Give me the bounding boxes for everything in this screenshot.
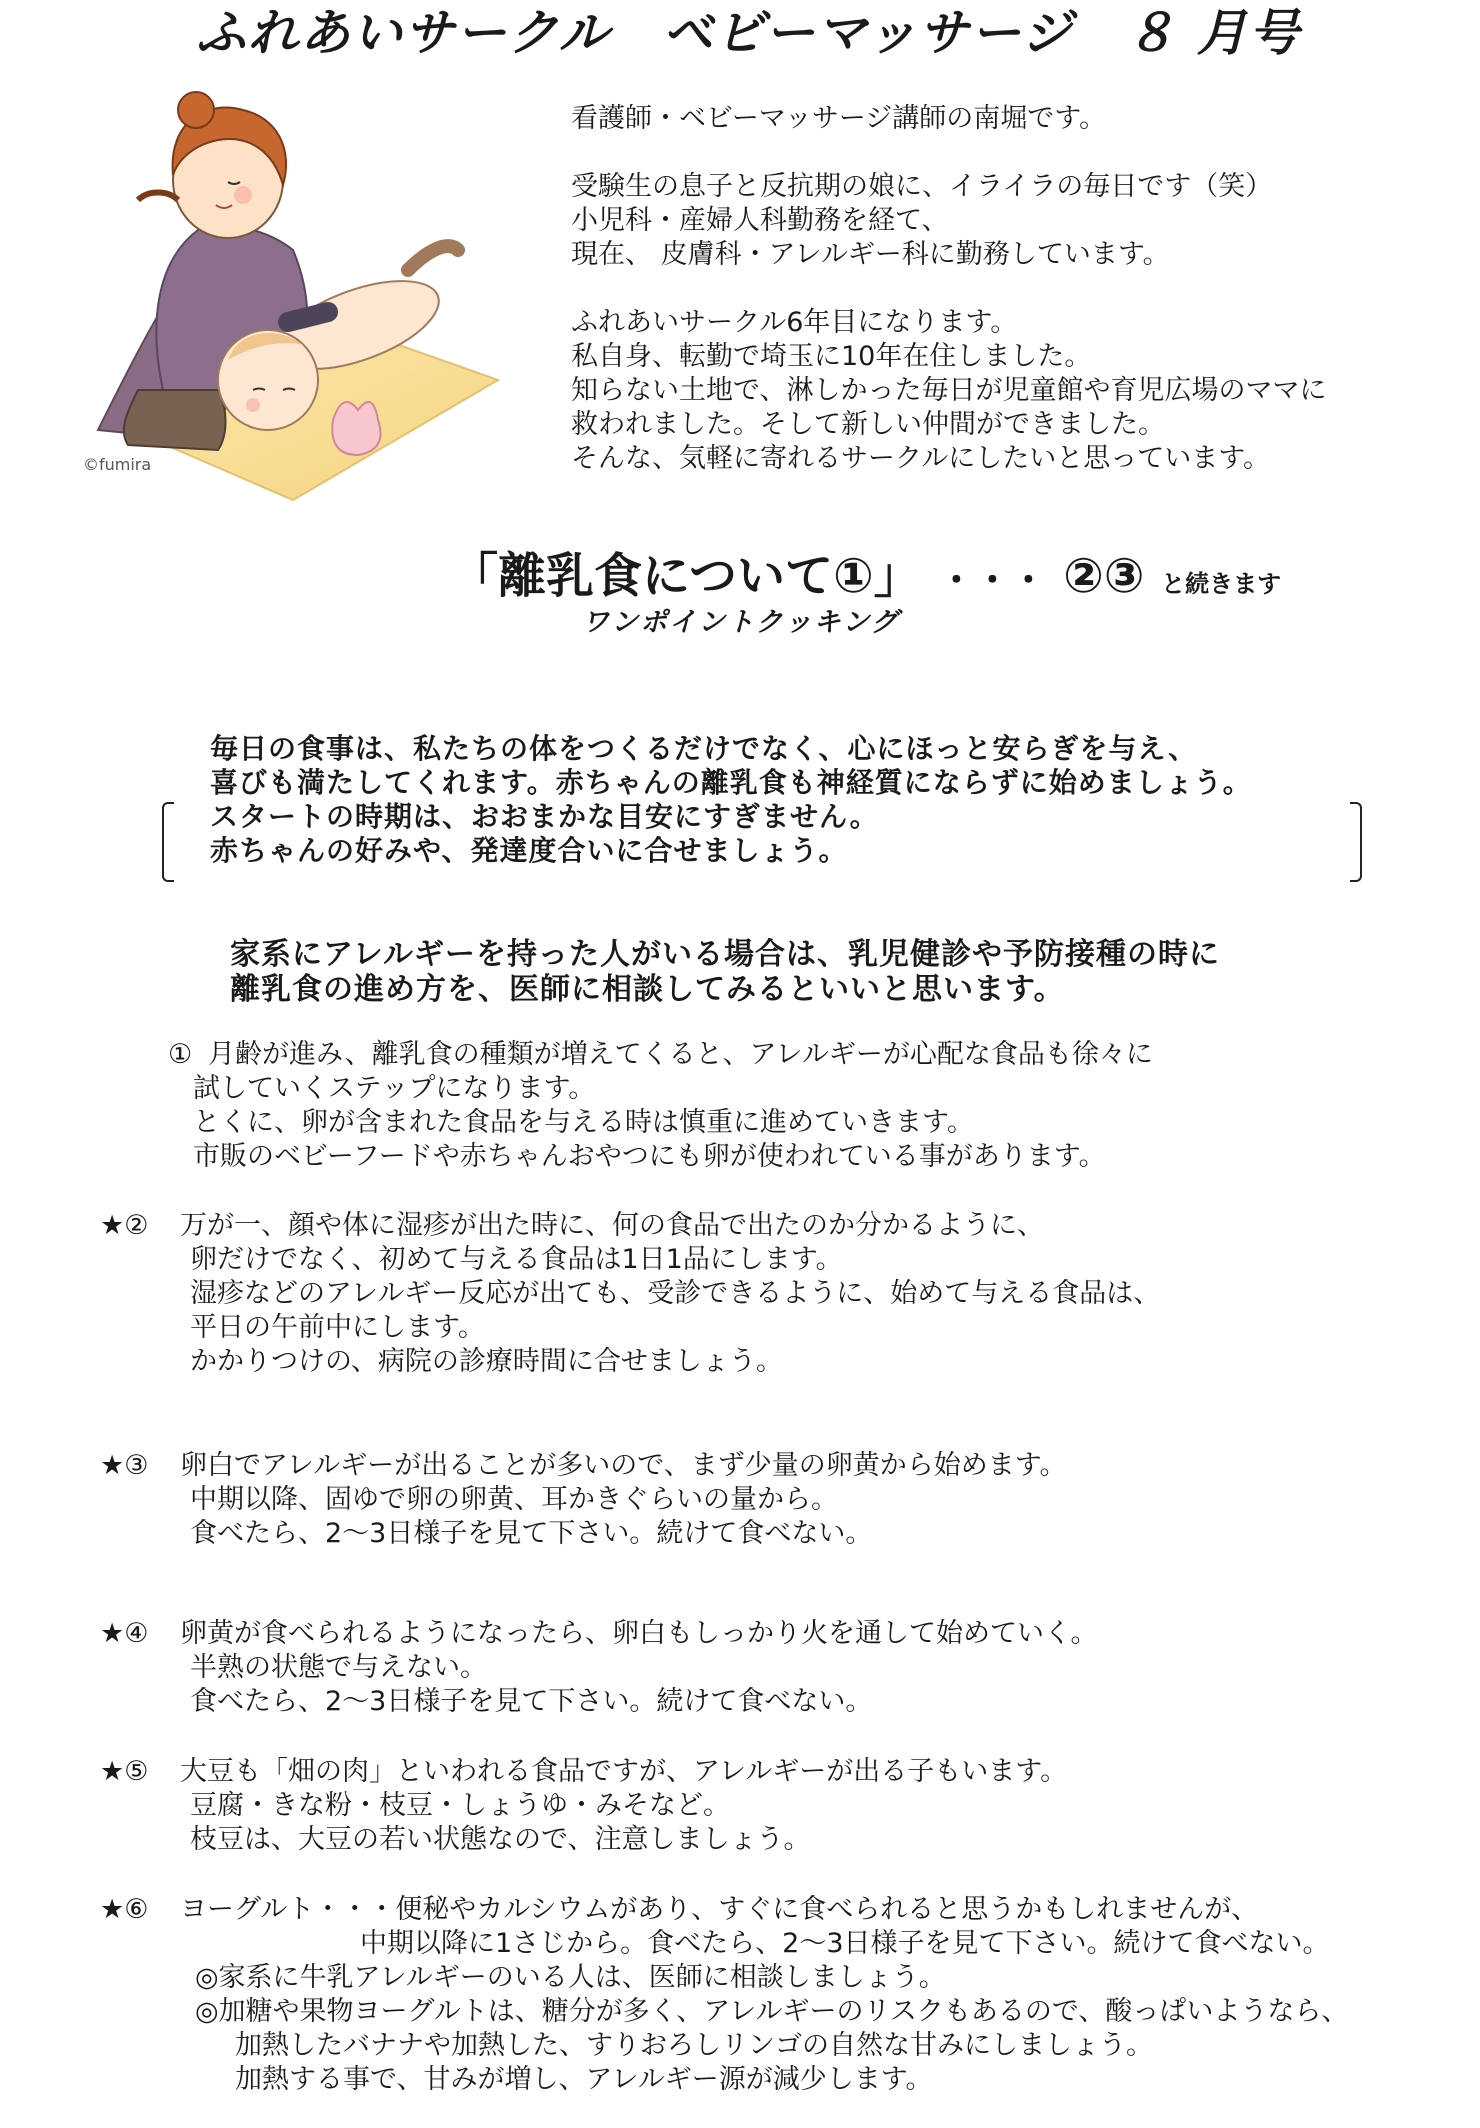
item-line: 月齢が進み、離乳食の種類が増えてくると、アレルギーが心配な食品も徐々に: [208, 1039, 1153, 1070]
item-line: 卵黄が食べられるようになったら、卵白もしっかり火を通して始めていく。: [180, 1618, 1098, 1649]
item-marker: ★③: [100, 1450, 149, 1481]
svg-text:©fumira: ©fumira: [83, 455, 152, 474]
intro-line: 小児科・産婦人科勤務を経て、: [571, 205, 949, 236]
item-line: ◎家系に牛乳アレルギーのいる人は、医師に相談しましょう。: [195, 1962, 946, 1993]
list-item: [100, 1209, 1160, 1379]
item-line: 市販のベビーフードや赤ちゃんおやつにも卵が使われている事があります。: [193, 1141, 1106, 1172]
item-line: かかりつけの、病院の診療時間に合せましょう。: [190, 1346, 783, 1377]
boxed-message: [210, 732, 1252, 868]
item-line: ◎加糖や果物ヨーグルトは、糖分が多く、アレルギーのリスクもあるので、酸っぱいようなら、: [195, 1996, 1349, 2027]
warning-line: 離乳食の進め方を、医師に相談してみるといいと思います。: [230, 972, 1065, 1007]
item-line: 加熱する事で、甘みが増し、アレルギー源が減少します。: [235, 2064, 933, 2095]
allergy-warning: [230, 937, 1220, 1007]
intro-line: 現在、 皮膚科・アレルギー科に勤務しています。: [571, 239, 1170, 270]
section-title-main: 「離乳食について①」: [450, 548, 922, 604]
item-line: 半熟の状態で与えない。: [190, 1652, 487, 1683]
intro-line: 看護師・ベビーマッサージ講師の南堀です。: [571, 103, 1107, 134]
item-marker: ★⑤: [100, 1756, 149, 1787]
item-marker: ①: [168, 1039, 193, 1070]
boxed-line: 赤ちゃんの好みや、発達度合いに合せましょう。: [210, 834, 848, 867]
intro-text: [571, 102, 1326, 476]
section-title-continues: と続きます: [1161, 570, 1282, 598]
list-item: [168, 1038, 1153, 1174]
section-title-dots: ・・・: [938, 560, 1047, 601]
list-item: [100, 1893, 1348, 2097]
item-line: 卵白でアレルギーが出ることが多いので、まず少量の卵黄から始めます。: [180, 1450, 1067, 1481]
intro-line: 知らない土地で、淋しかった毎日が児童館や育児広場のママに: [571, 375, 1327, 406]
item-line: 万が一、顔や体に湿疹が出た時に、何の食品で出たのか分かるように、: [180, 1210, 1044, 1241]
intro-line: ふれあいサークル6年目になります。: [571, 307, 1018, 338]
item-line: 湿疹などのアレルギー反応が出ても、受診できるように、始めて与える食品は、: [190, 1278, 1161, 1309]
intro-line: 救われました。そして新しい仲間ができました。: [571, 409, 1165, 440]
item-line: 平日の午前中にします。: [190, 1312, 485, 1343]
item-line: 中期以降に1さじから。食べたら、2～3日様子を見て下さい。続けて食べない。: [360, 1928, 1330, 1959]
item-marker: ★④: [100, 1618, 149, 1649]
intro-line: そんな、気軽に寄れるサークルにしたいと思っています。: [571, 443, 1271, 474]
list-item: [100, 1755, 1067, 1857]
boxed-line: 毎日の食事は、私たちの体をつくるだけでなく、心にほっと安らぎを与え、: [210, 732, 1198, 765]
newsletter-title: ふれあいサークル ベビーマッサージ ８ 月号: [196, 4, 1301, 62]
item-line: ヨーグルト・・・便秘やカルシウムがあり、すぐに食べられると思うかもしれませんが、: [180, 1894, 1259, 1925]
item-line: 中期以降、固ゆで卵の卵黄、耳かきぐらいの量から。: [190, 1484, 838, 1515]
intro-line: 私自身、転勤で埼玉に10年在住しました。: [571, 341, 1092, 372]
item-line: 加熱したバナナや加熱した、すりおろしリンゴの自然な甘みにしましょう。: [235, 2030, 1153, 2061]
section-subtitle: ワンポイントクッキング: [582, 607, 900, 638]
item-line: とくに、卵が含まれた食品を与える時は慎重に進めていきます。: [193, 1107, 974, 1138]
item-line: 卵だけでなく、初めて与える食品は1日1品にします。: [190, 1244, 843, 1275]
right-bracket: [1350, 802, 1362, 882]
section-title-nums: ②③: [1063, 548, 1145, 604]
item-line: 枝豆は、大豆の若い状態なので、注意しましょう。: [190, 1824, 811, 1855]
boxed-line: スタートの時期は、おおまかな目安にすぎません。: [210, 800, 879, 833]
nurse-massaging-baby-illustration: [78, 90, 508, 505]
item-line: 食べたら、2～3日様子を見て下さい。続けて食べない。: [190, 1518, 873, 1549]
list-item: [100, 1617, 1097, 1719]
list-item: [100, 1449, 1067, 1551]
warning-line: 家系にアレルギーを持った人がいる場合は、乳児健診や予防接種の時に: [230, 937, 1221, 972]
item-marker: ★⑥: [100, 1894, 149, 1925]
item-line: 食べたら、2～3日様子を見て下さい。続けて食べない。: [190, 1686, 873, 1717]
item-line: 大豆も「畑の肉」といわれる食品ですが、アレルギーが出る子もいます。: [180, 1756, 1068, 1787]
intro-line: 受験生の息子と反抗期の娘に、イライラの毎日です（笑）: [571, 171, 1273, 202]
item-line: 豆腐・きな粉・枝豆・しょうゆ・みそなど。: [190, 1790, 730, 1821]
left-bracket: [162, 802, 174, 882]
item-line: 試していくステップになります。: [193, 1073, 596, 1104]
boxed-line: 喜びも満たしてくれます。赤ちゃんの離乳食も神経質にならずに始めましょう。: [210, 766, 1252, 799]
item-marker: ★②: [100, 1210, 149, 1241]
